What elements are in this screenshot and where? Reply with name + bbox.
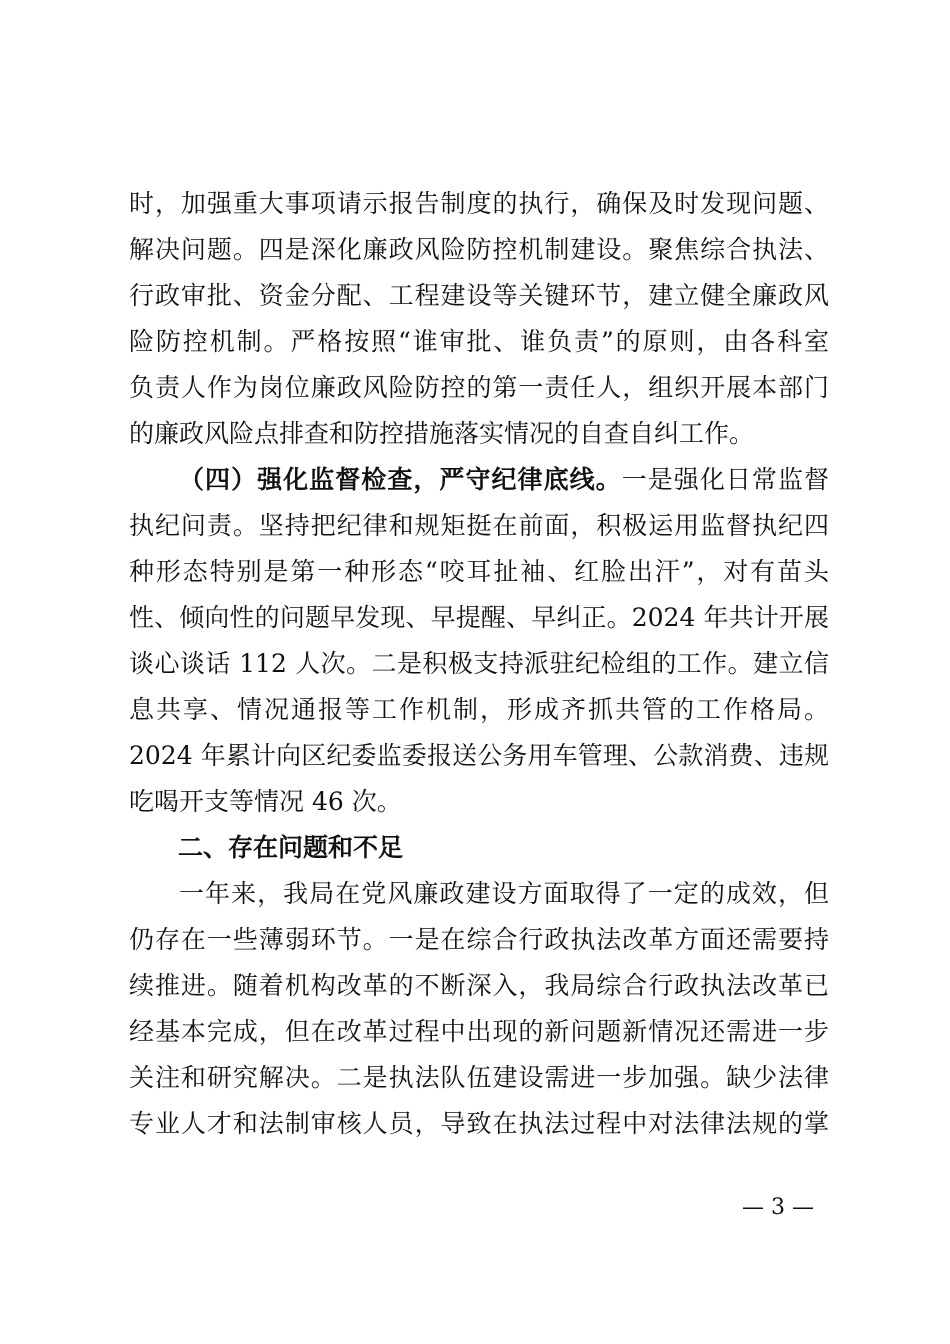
paragraph-3-line-2: 仍存在一些薄弱环节。一是在综合行政执法改革方面还需要持 <box>129 925 829 954</box>
paragraph-2-lead-line <box>179 457 829 503</box>
section-heading: 二、存在问题和不足 <box>178 833 404 862</box>
paragraph-2-line-8: 吃喝开支等情况 46 次。 <box>129 787 402 816</box>
paragraph-1-line-6: 的廉政风险点排查和防控措施落实情况的自查自纠工作。 <box>129 419 755 448</box>
paragraph-3-line-3: 续推进。随着机构改革的不断深入，我局综合行政执法改革已 <box>129 971 829 1000</box>
paragraph-1-line-5: 负责人作为岗位廉政风险防控的第一责任人，组织开展本部门 <box>129 373 829 402</box>
paragraph-2-line-4: 性、倾向性的问题早发现、早提醒、早纠正。2024 年共计开展 <box>129 603 829 632</box>
paragraph-2-subheading: （四）强化监督检查，严守纪律底线。 <box>179 465 622 494</box>
paragraph-2-line-5: 谈心谈话 112 人次。二是积极支持派驻纪检组的工作。建立信 <box>129 649 829 678</box>
paragraph-2-line-6: 息共享、情况通报等工作机制，形成齐抓共管的工作格局。 <box>129 695 829 724</box>
paragraph-3-line-6: 专业人才和法制审核人员，导致在执法过程中对法律法规的掌 <box>129 1109 829 1138</box>
paragraph-1-line-2: 解决问题。四是深化廉政风险防控机制建设。聚焦综合执法、 <box>129 235 829 264</box>
page-number: — 3 — <box>742 1195 814 1220</box>
paragraph-3-line-1: 一年来，我局在党风廉政建设方面取得了一定的成效，但 <box>179 879 829 908</box>
paragraph-1-line-3: 行政审批、资金分配、工程建设等关键环节，建立健全廉政风 <box>129 281 829 310</box>
paragraph-1-line-4: 险防控机制。严格按照“谁审批、谁负责”的原则，由各科室 <box>129 327 829 356</box>
paragraph-1-line-1: 时，加强重大事项请示报告制度的执行，确保及时发现问题、 <box>129 189 829 218</box>
paragraph-2-line-2: 执纪问责。坚持把纪律和规矩挺在前面，积极运用监督执纪四 <box>129 511 829 540</box>
paragraph-3-line-4: 经基本完成，但在改革过程中出现的新问题新情况还需进一步 <box>129 1017 829 1046</box>
paragraph-2-line-3: 种形态特别是第一种形态“咬耳扯袖、红脸出汗”，对有苗头 <box>129 557 829 586</box>
paragraph-3-line-5: 关注和研究解决。二是执法队伍建设需进一步加强。缺少法律 <box>129 1063 829 1092</box>
paragraph-2-line-7: 2024 年累计向区纪委监委报送公务用车管理、公款消费、违规 <box>129 741 829 770</box>
paragraph-2-lead-text: 一是强化日常监督 <box>621 465 829 494</box>
